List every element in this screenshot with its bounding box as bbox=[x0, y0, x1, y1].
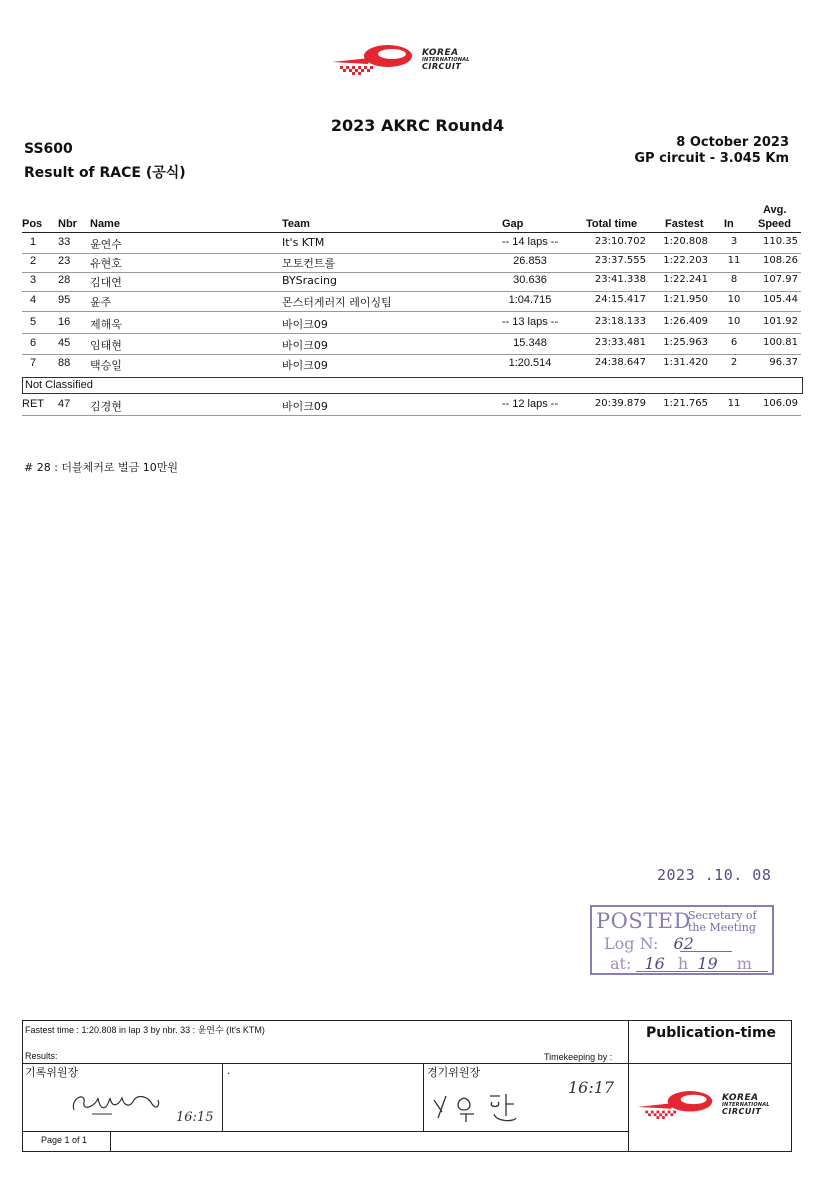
circuit-flag-icon bbox=[636, 1088, 716, 1122]
cell-gap: 1:04.715 bbox=[508, 294, 552, 306]
stamp-log: Log N: 62 bbox=[604, 934, 694, 953]
dot-mark: . bbox=[227, 1064, 231, 1077]
cell-pos: 6 bbox=[29, 337, 37, 349]
cell-team: It's KTM bbox=[282, 236, 325, 249]
col-pos: Pos bbox=[22, 218, 43, 230]
cell-in: 8 bbox=[730, 274, 738, 285]
cell-nbr: 45 bbox=[58, 337, 71, 349]
cell-gap: 15.348 bbox=[513, 337, 547, 349]
cell-fastest: 1:21.950 bbox=[663, 294, 708, 305]
cell-gap: 26.853 bbox=[513, 255, 547, 267]
records-official-signature bbox=[68, 1084, 168, 1120]
result-subtitle: Result of RACE (공식) bbox=[24, 165, 186, 181]
col-fastest: Fastest bbox=[665, 218, 704, 230]
cell-total-time: 24:38.647 bbox=[594, 357, 646, 368]
cell-nbr: 47 bbox=[58, 398, 71, 410]
circuit-flag-icon bbox=[330, 42, 416, 78]
cell-total-time: 23:10.702 bbox=[594, 236, 646, 247]
cell-gap: -- 14 laps -- bbox=[501, 236, 559, 248]
korea-circuit-logo-footer bbox=[636, 1088, 770, 1122]
header-divider bbox=[22, 232, 801, 233]
event-title: 2023 AKRC Round4 bbox=[330, 116, 505, 135]
cell-in: 6 bbox=[730, 337, 738, 348]
cell-total-time: 23:41.338 bbox=[594, 274, 646, 285]
stamp-secretary: Secretary of the Meeting bbox=[688, 909, 757, 934]
cell-speed: 96.37 bbox=[769, 357, 798, 368]
cell-nbr: 23 bbox=[58, 255, 71, 267]
cell-nbr: 28 bbox=[58, 274, 71, 286]
race-director-label: 경기위원장 bbox=[427, 1066, 481, 1079]
cell-speed: 100.81 bbox=[763, 337, 798, 348]
stamp-at: at: 16 h 19 m bbox=[610, 954, 752, 973]
logo-wordmark: KOREA INTERNATIONAL CIRCUIT bbox=[422, 48, 470, 71]
stamp-posted: POSTED bbox=[596, 909, 691, 933]
stamp-hour: 16 bbox=[644, 954, 665, 973]
col-speed-top: Avg. bbox=[763, 204, 787, 216]
signature-time-left: 16:15 bbox=[176, 1110, 214, 1125]
table-row bbox=[22, 272, 801, 292]
table-row bbox=[22, 314, 801, 334]
cell-fastest: 1:22.241 bbox=[663, 274, 708, 285]
cell-nbr: 16 bbox=[58, 316, 71, 328]
col-speed-bottom: Speed bbox=[758, 218, 792, 230]
cell-fastest: 1:22.203 bbox=[663, 255, 708, 266]
cell-team: BYSracing bbox=[282, 274, 337, 287]
cell-speed: 101.92 bbox=[763, 316, 798, 327]
not-classified-box bbox=[22, 377, 803, 394]
cell-pos: 2 bbox=[29, 255, 37, 267]
table-row bbox=[22, 253, 801, 273]
cell-fastest: 1:21.765 bbox=[663, 398, 708, 409]
cell-pos: 4 bbox=[29, 294, 37, 306]
cell-name: 김경현 bbox=[90, 400, 122, 413]
logo-wordmark: KOREA INTERNATIONAL CIRCUIT bbox=[722, 1093, 770, 1116]
cell-pos: 7 bbox=[29, 357, 37, 369]
cell-speed: 105.44 bbox=[763, 294, 798, 305]
cell-name: 윤연수 bbox=[90, 238, 122, 251]
cell-team: 몬스터게러지 레이싱팀 bbox=[282, 296, 392, 309]
col-team: Team bbox=[282, 218, 310, 230]
cell-fastest: 1:25.963 bbox=[663, 337, 708, 348]
penalty-note: # 28 : 더블체커로 벌금 10만원 bbox=[24, 461, 179, 474]
cell-total-time: 23:37.555 bbox=[594, 255, 646, 266]
not-classified-label: Not Classified bbox=[25, 379, 93, 391]
page-number: Page 1 of 1 bbox=[41, 1135, 88, 1145]
event-date: 8 October 2023 bbox=[676, 135, 789, 150]
cell-team: 바이크09 bbox=[282, 400, 328, 413]
cell-fastest: 1:26.409 bbox=[663, 316, 708, 327]
cell-speed: 106.09 bbox=[763, 398, 798, 409]
col-total-time: Total time bbox=[586, 218, 638, 230]
cell-team: 바이크09 bbox=[282, 339, 328, 352]
stamp-minute: 19 bbox=[697, 954, 718, 973]
timekeeping-label: Timekeeping by : bbox=[544, 1052, 613, 1062]
cell-in: 11 bbox=[727, 398, 741, 409]
cell-team: 바이크09 bbox=[282, 318, 328, 331]
cell-name: 택승일 bbox=[90, 359, 122, 372]
cell-fastest: 1:31.420 bbox=[663, 357, 708, 368]
table-row bbox=[22, 292, 801, 312]
col-gap: Gap bbox=[502, 218, 524, 230]
circuit-info: GP circuit - 3.045 Km bbox=[634, 151, 789, 166]
results-label: Results: bbox=[25, 1051, 58, 1061]
cell-gap: 1:20.514 bbox=[508, 357, 552, 369]
cell-name: 임태현 bbox=[90, 339, 122, 352]
posted-stamp bbox=[590, 905, 774, 975]
cell-name: 제해욱 bbox=[90, 318, 122, 331]
cell-nbr: 88 bbox=[58, 357, 71, 369]
fastest-time-info: Fastest time : 1:20.808 in lap 3 by nbr. 33 : 윤연수 (It's KTM) bbox=[25, 1025, 265, 1035]
cell-total-time: 23:18.133 bbox=[594, 316, 646, 327]
cell-pos: RET bbox=[22, 398, 44, 410]
cell-name: 윤주 bbox=[90, 296, 112, 309]
category-label: SS600 bbox=[24, 141, 73, 157]
stamp-log-number: 62 bbox=[673, 934, 694, 953]
stamp-date: 2023 .10. 08 bbox=[657, 866, 772, 884]
col-nbr: Nbr bbox=[58, 218, 77, 230]
cell-in: 11 bbox=[727, 255, 741, 266]
records-official-label: 기록위원장 bbox=[25, 1066, 79, 1079]
cell-in: 10 bbox=[727, 294, 741, 305]
table-row bbox=[22, 335, 801, 355]
cell-total-time: 23:33.481 bbox=[594, 337, 646, 348]
cell-gap: -- 13 laps -- bbox=[501, 316, 559, 328]
cell-name: 유현호 bbox=[90, 257, 122, 270]
cell-team: 모토컨트롤 bbox=[282, 257, 336, 270]
cell-nbr: 95 bbox=[58, 294, 71, 306]
signature-time-right: 16:17 bbox=[568, 1078, 615, 1097]
cell-name: 김대연 bbox=[90, 276, 122, 289]
col-name: Name bbox=[90, 218, 120, 230]
cell-speed: 107.97 bbox=[763, 274, 798, 285]
cell-gap: 30.636 bbox=[513, 274, 547, 286]
col-in: In bbox=[724, 218, 734, 230]
table-row bbox=[22, 355, 801, 374]
cell-fastest: 1:20.808 bbox=[663, 236, 708, 247]
race-director-signature bbox=[430, 1088, 550, 1128]
cell-in: 2 bbox=[730, 357, 738, 368]
cell-in: 3 bbox=[730, 236, 738, 247]
publication-time-label: Publication-time bbox=[646, 1025, 777, 1041]
table-row bbox=[22, 234, 801, 254]
cell-pos: 1 bbox=[29, 236, 37, 248]
korea-circuit-logo bbox=[330, 42, 470, 78]
cell-team: 바이크09 bbox=[282, 359, 328, 372]
cell-speed: 108.26 bbox=[763, 255, 798, 266]
table-row bbox=[22, 396, 801, 416]
cell-speed: 110.35 bbox=[763, 236, 798, 247]
cell-total-time: 20:39.879 bbox=[594, 398, 646, 409]
cell-nbr: 33 bbox=[58, 236, 71, 248]
cell-pos: 3 bbox=[29, 274, 37, 286]
cell-gap: -- 12 laps -- bbox=[501, 398, 559, 410]
cell-pos: 5 bbox=[29, 316, 37, 328]
cell-total-time: 24:15.417 bbox=[594, 294, 646, 305]
cell-in: 10 bbox=[727, 316, 741, 327]
